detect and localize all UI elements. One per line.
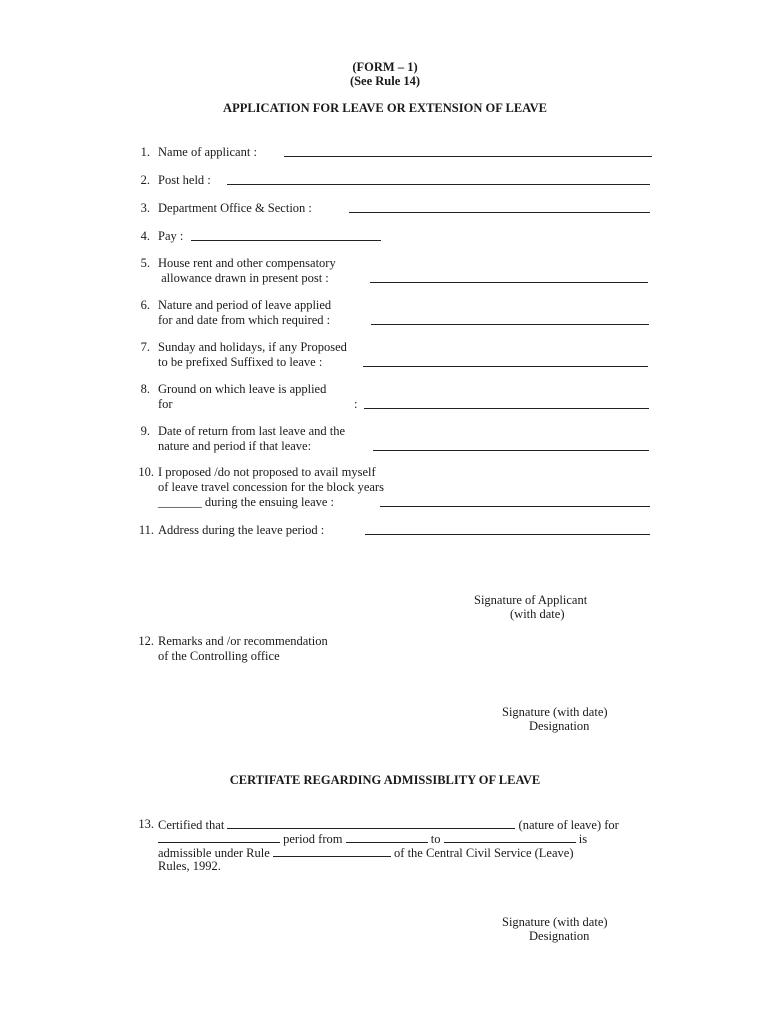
item-number: 5. bbox=[140, 256, 150, 270]
applicant-signature-date-label: (with date) bbox=[510, 607, 565, 621]
form-number: (FORM – 1) bbox=[352, 60, 418, 74]
return-from-last-leave-field[interactable] bbox=[373, 450, 649, 451]
certificate-title: CERTIFATE REGARDING ADMISSIBLITY OF LEAVE bbox=[229, 773, 541, 787]
item-label-colon: : bbox=[354, 397, 358, 411]
item-number: 2. bbox=[140, 173, 150, 187]
certifying-designation-label: Designation bbox=[529, 929, 590, 943]
controlling-designation-label: Designation bbox=[529, 719, 590, 733]
item-label: of the Controlling office bbox=[158, 649, 280, 663]
item-label: Ground on which leave is applied bbox=[158, 382, 327, 396]
department-office-section-field[interactable] bbox=[349, 212, 650, 213]
item-label: Pay : bbox=[158, 229, 184, 243]
item-label: to be prefixed Suffixed to leave : bbox=[158, 355, 323, 369]
item-number: 13. bbox=[138, 817, 154, 831]
item-label: for bbox=[158, 397, 173, 411]
applicant-signature-label: Signature of Applicant bbox=[474, 593, 588, 607]
item-number: 11. bbox=[138, 523, 154, 537]
item-label: Post held : bbox=[158, 173, 211, 187]
item-label: Address during the leave period : bbox=[158, 523, 325, 537]
item-label: allowance drawn in present post : bbox=[158, 271, 329, 285]
item-text: Certified that bbox=[158, 818, 225, 832]
nature-period-leave-field[interactable] bbox=[371, 324, 649, 325]
name-of-applicant-field[interactable] bbox=[284, 156, 652, 157]
leave-travel-concession-field[interactable] bbox=[380, 506, 650, 507]
form-title: APPLICATION FOR LEAVE OR EXTENSION OF LEAVE bbox=[223, 101, 547, 115]
nature-of-leave-field[interactable] bbox=[227, 817, 515, 829]
item-text: to bbox=[430, 832, 441, 846]
item-text: admissible under Rule bbox=[158, 846, 270, 860]
allowance-field[interactable] bbox=[370, 282, 648, 283]
address-during-leave-field[interactable] bbox=[365, 534, 650, 535]
certifying-signature-label: Signature (with date) bbox=[502, 915, 608, 929]
rule-number-field[interactable] bbox=[273, 845, 391, 857]
rule-reference: (See Rule 14) bbox=[349, 74, 421, 88]
item-number: 9. bbox=[140, 424, 150, 438]
item-number: 7. bbox=[140, 340, 150, 354]
item-label: House rent and other compensatory bbox=[158, 256, 336, 270]
prefix-suffix-field[interactable] bbox=[363, 366, 648, 367]
item-label: Remarks and /or recommendation bbox=[158, 634, 328, 648]
item-label: I proposed /do not proposed to avail myself bbox=[158, 465, 376, 479]
item-text: Rules, 1992. bbox=[158, 859, 221, 873]
item-label: Nature and period of leave applied bbox=[158, 298, 332, 312]
item-label: of leave travel concession for the block years bbox=[158, 480, 384, 494]
ground-of-leave-field[interactable] bbox=[364, 408, 649, 409]
item-label: for and date from which required : bbox=[158, 313, 331, 327]
item-label: Name of applicant : bbox=[158, 145, 257, 159]
item-text: of the Central Civil Service (Leave) bbox=[394, 846, 574, 860]
period-from-field[interactable] bbox=[346, 831, 428, 843]
item-number: 3. bbox=[140, 201, 150, 215]
item-label: nature and period if that leave: bbox=[158, 439, 312, 453]
item-number: 6. bbox=[140, 298, 150, 312]
item-number: 4. bbox=[140, 229, 150, 243]
item-text: is bbox=[578, 832, 588, 846]
item-label: Department Office & Section : bbox=[158, 201, 312, 215]
item-number: 10. bbox=[138, 465, 154, 479]
item-number: 8. bbox=[140, 382, 150, 396]
leave-for-field[interactable] bbox=[158, 831, 280, 843]
controlling-signature-label: Signature (with date) bbox=[502, 705, 608, 719]
period-to-field[interactable] bbox=[444, 831, 576, 843]
post-held-field[interactable] bbox=[227, 184, 650, 185]
item-label: Date of return from last leave and the bbox=[158, 424, 346, 438]
item-label: Sunday and holidays, if any Proposed bbox=[158, 340, 347, 354]
item-number: 12. bbox=[138, 634, 154, 648]
item-text: period from bbox=[283, 832, 343, 846]
item-number: 1. bbox=[140, 145, 150, 159]
item-label: _______ during the ensuing leave : bbox=[158, 495, 335, 509]
item-text: (nature of leave) for bbox=[518, 818, 619, 832]
pay-field[interactable] bbox=[191, 240, 381, 241]
